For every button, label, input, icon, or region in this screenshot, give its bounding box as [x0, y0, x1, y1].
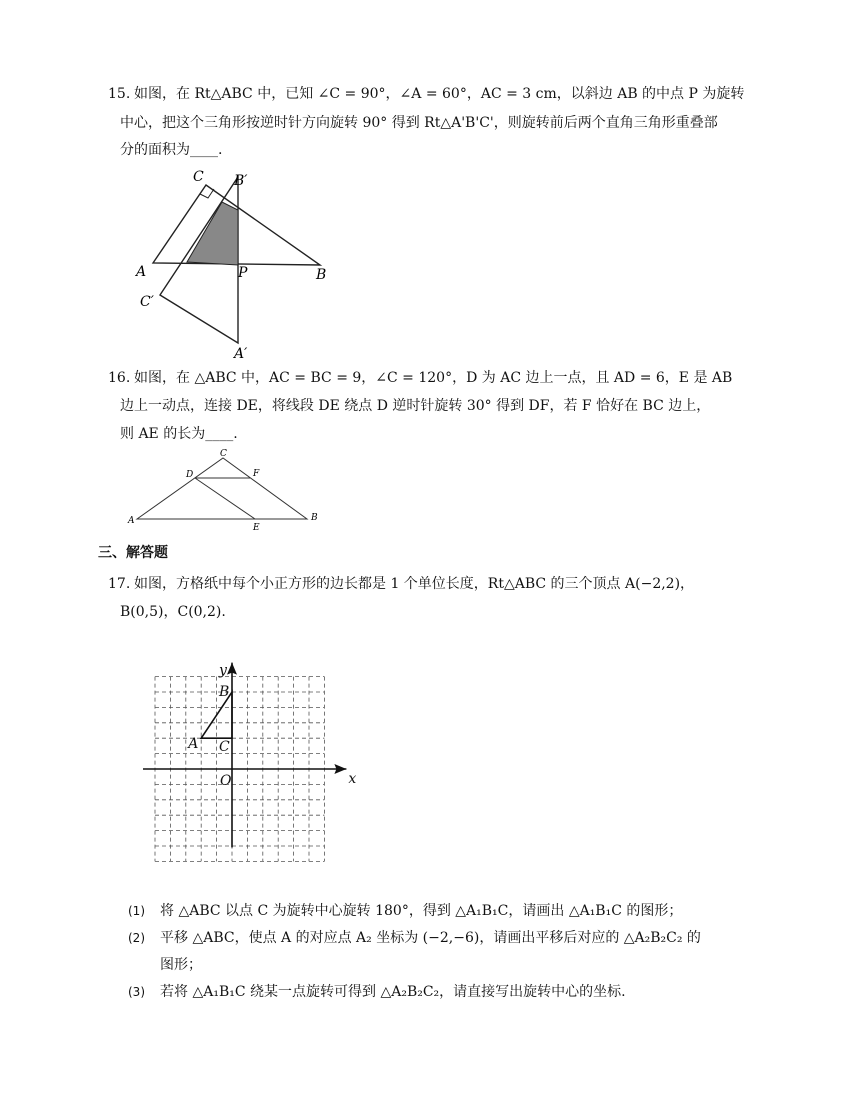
label-o: O [220, 773, 232, 789]
question-text-line: 则 AE 的长为____. [120, 426, 238, 442]
label-a: A [128, 516, 135, 526]
question-text-line: 边上一动点，连接 DE，将线段 DE 绕点 D 逆时针旋转 30° 得到 DF，若 F 恰好在 BC 边上， [120, 398, 711, 414]
overlap-region [187, 202, 238, 265]
label-a-prime: A′ [234, 346, 248, 362]
label-y: y [219, 662, 227, 679]
sub-question-label: (2) [128, 931, 145, 945]
sub-question-text: 平移 △ABC，使点 A 的对应点 A₂ 坐标为 (−2,−6)，请画出平移后对应的 △A₂B₂C₂ 的 [160, 930, 701, 946]
section-title: 三、解答题 [98, 545, 168, 561]
figure-16 [125, 446, 330, 532]
sub-question-text: 图形； [160, 957, 202, 973]
label-a: A [188, 736, 199, 753]
question-16-cont [120, 392, 775, 420]
question-16-cont2 [120, 420, 775, 448]
sub-question-label: (1) [128, 904, 145, 918]
sub-question-text: 将 △ABC 以点 C 为旋转中心旋转 180°，得到 △A₁B₁C，请画出 △A₁B₁C 的图形； [160, 903, 683, 919]
label-c: C [193, 169, 204, 185]
sub-question-text: 若将 △A₁B₁C 绕某一点旋转可得到 △A₂B₂C₂，请直接写出旋转中心的坐标. [160, 984, 626, 1000]
label-e: E [253, 523, 260, 532]
question-text-line: B(0,5)，C(0,2). [120, 604, 226, 620]
question-text-line: 如图，在 △ABC 中，AC = BC = 9，∠C = 120°，D 为 AC 边上一点，且 AD = 6，E 是 AB [134, 370, 733, 386]
question-text-line: 中心，把这个三角形按逆时针方向旋转 90° 得到 Rt△A'B'C'，则旋转前后两个直角三角形重叠部 [120, 115, 718, 131]
label-x: x [348, 771, 357, 787]
label-a: A [136, 264, 147, 280]
question-17-cont [120, 598, 775, 626]
label-c: C [220, 449, 227, 459]
figure-15 [130, 165, 350, 365]
label-b: B [316, 267, 327, 283]
label-c: C [219, 739, 230, 756]
question-text-line: 分的面积为____. [120, 142, 223, 158]
label-b: B [219, 684, 230, 700]
label-d: D [186, 470, 194, 480]
label-b-prime: B′ [234, 173, 248, 189]
question-text-line: 如图，方格纸中每个小正方形的边长都是 1 个单位长度，Rt△ABC 的三个顶点 A(−2,2)， [134, 576, 695, 592]
question-number: 16. [108, 370, 131, 386]
label-p: P [238, 265, 248, 281]
label-c-prime: C′ [140, 294, 154, 310]
figure-17-grid [135, 648, 365, 878]
sub-question-label: (3) [128, 985, 145, 999]
question-15-cont [120, 109, 775, 137]
triangle-abc [137, 458, 307, 519]
segment-de [195, 478, 255, 519]
question-text-line: 如图，在 Rt△ABC 中，已知 ∠C = 90°，∠A = 60°，AC = 3 cm，以斜边 AB 的中点 P 为旋转 [134, 86, 745, 102]
question-15-cont2 [120, 136, 775, 164]
question-number: 17. [108, 576, 131, 592]
label-b: B [311, 513, 318, 523]
question-number: 15. [108, 86, 131, 102]
label-f: F [253, 469, 260, 479]
